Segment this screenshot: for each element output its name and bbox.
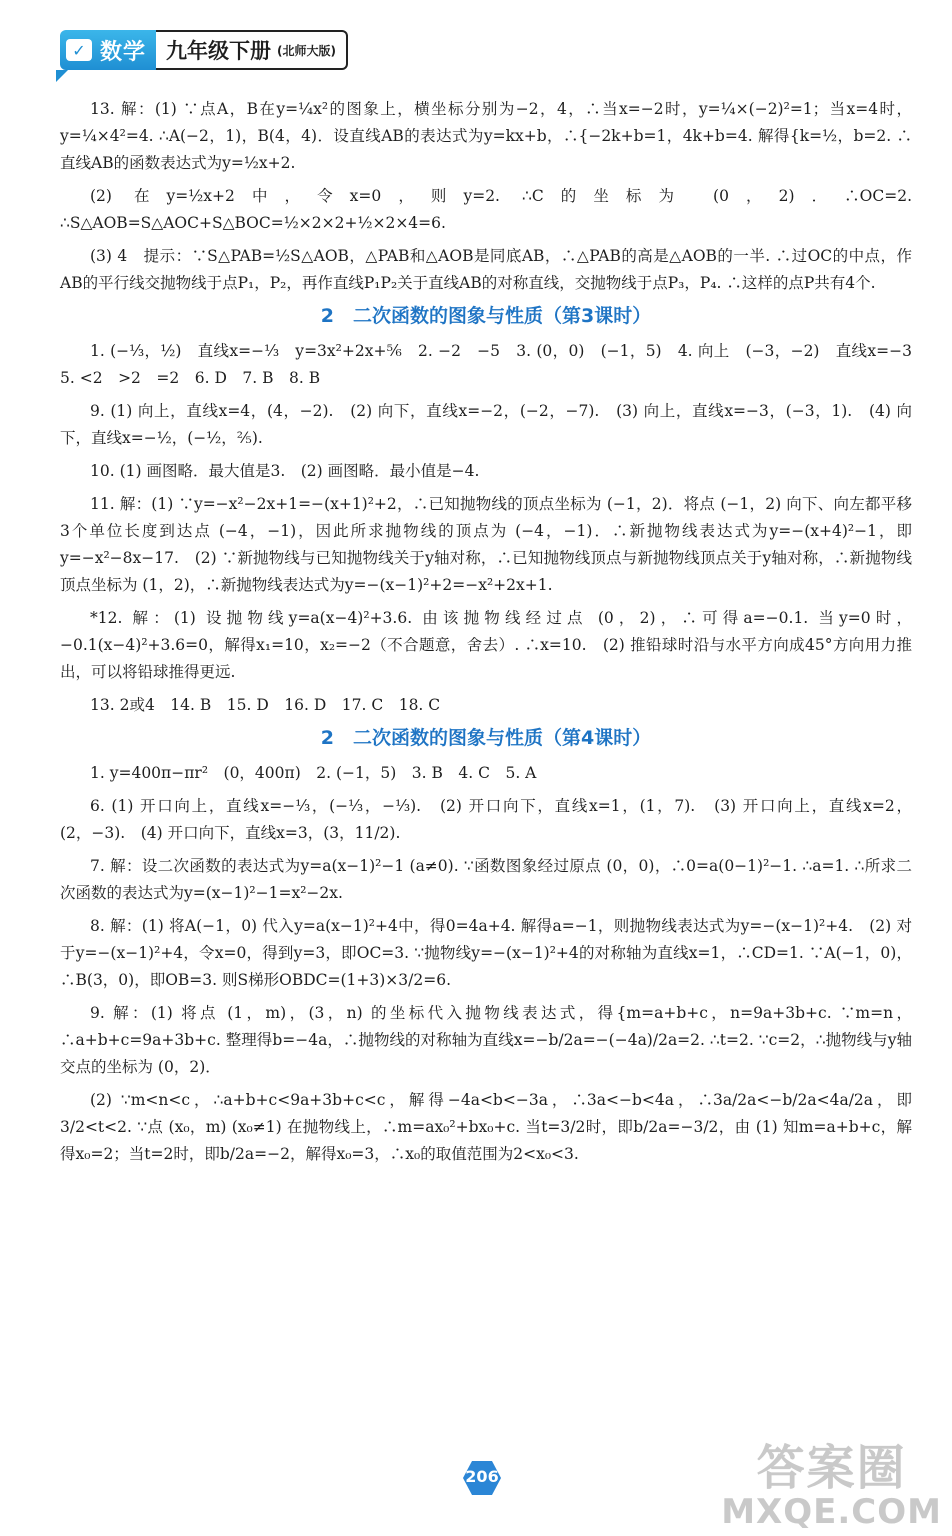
answer-paragraph: 7. 解：设二次函数的表达式为y=a(x−1)²−1 (a≠0). ∵函数图象经过原点 (0，0)，∴0=a(0−1)²−1. ∴a=1. ∴所求二次函数的表达式为y=(x−1)²−1=x²−2x.: [60, 857, 912, 902]
watermark-logo-text: 答案圈: [756, 1440, 907, 1496]
answer-content: [60, 96, 928, 1174]
answer-paragraph: (2) ∵m<n<c，∴a+b+c<9a+3b+c<c，解得−4a<b<−3a，∴3a<−b<4a，∴3a/2a<−b/2a<4a/2a，即3/2<t<2. ∵点 (x₀，m) (x₀≠1) 在抛物线上，∴m=ax₀²+bx₀+c. 当t=3/2时，即b/2a=−3/2，由 (1) 知m=a+b+c，解得x₀=2；当t=2时，即b/2a=−2，解得x₀=3，∴x₀的取值范围为2<x₀<3.: [60, 1091, 912, 1163]
answer-paragraph: 1. (−⅓，½) 直线x=−⅓ y=3x²+2x+⅚ 2. −2 −5 3. (0，0) (−1，5) 4. 向上 (−3，−2) 直线x=−3 5. <2 >2 =2 6. D 7. B 8. B: [60, 342, 928, 387]
answer-paragraph: 13. 解：(1) ∵点A，B在y=¼x²的图象上，横坐标分别为−2，4，∴当x=−2时，y=¼×(−2)²=1；当x=4时，y=¼×4²=4. ∴A(−2，1)，B(4，4)．设直线AB的表达式为y=kx+b，∴{−2k+b=1，4k+b=4. 解得{k=½，b=2. ∴直线AB的函数表达式为y=½x+2.: [60, 100, 912, 172]
section-title: 2 二次函数的图象与性质（第4课时）: [320, 727, 652, 749]
answer-paragraph: 10. (1) 画图略．最大值是3. (2) 画图略．最小值是−4.: [90, 462, 480, 480]
answer-paragraph: 9. 解：(1) 将点 (1，m)，(3，n) 的坐标代入抛物线表达式，得{m=a+b+c，n=9a+3b+c. ∵m=n，∴a+b+c=9a+3b+c. 整理得b=−4a，∴抛物线的对称轴为直线x=−b/2a=−(−4a)/2a=2. ∴t=2. ∵c=2，∴抛物线与y轴交点的坐标为 (0，2)．: [60, 1004, 912, 1076]
header-corner-decoration: [56, 70, 68, 82]
watermark-url: MXQE.COM: [721, 1492, 942, 1532]
answer-paragraph: 9. (1) 向上，直线x=4，(4，−2). (2) 向下，直线x=−2，(−2，−7). (3) 向上，直线x=−3，(−3，1). (4) 向下，直线x=−½，(−½，⅖).: [60, 402, 912, 447]
watermark: [721, 1442, 942, 1530]
subject-badge: [60, 30, 156, 70]
edition-label: (北师大版): [277, 43, 336, 58]
answer-paragraph: 1. y=400π−πr² (0，400π) 2. (−1，5) 3. B 4. C 5. A: [90, 764, 537, 782]
answer-paragraph: (3) 4 提示：∵S△PAB=½S△AOB，△PAB和△AOB是同底AB，∴△PAB的高是△AOB的一半. ∴过OC的中点，作AB的平行线交抛物线于点P₁，P₂，再作直线P₁P₂关于直线AB的对称直线，交抛物线于点P₃，P₄. ∴这样的点P共有4个.: [60, 247, 912, 292]
page-number: 206: [465, 1467, 499, 1486]
book-title: 九年级下册: [166, 38, 272, 63]
page-number-badge: [462, 1460, 502, 1496]
answer-paragraph: 8. 解：(1) 将A(−1，0) 代入y=a(x−1)²+4中，得0=4a+4. 解得a=−1，则抛物线表达式为y=−(x−1)²+4. (2) 对于y=−(x−1)²+4，令x=0，得到y=3，即OC=3. ∵抛物线y=−(x−1)²+4的对称轴为直线x=1，∴CD=1. ∵A(−1，0)，∴B(3，0)，即OB=3. 则S梯形OBDC=(1+3)×3/2=6.: [60, 917, 912, 989]
answer-paragraph: 11. 解：(1) ∵y=−x²−2x+1=−(x+1)²+2，∴已知抛物线的顶点坐标为 (−1，2)．将点 (−1，2) 向下、向左都平移3个单位长度到达点 (−4，−1)，因此所求抛物线的顶点为 (−4，−1)．∴新抛物线表达式为y=−(x+4)²−1，即y=−x²−8x−17. (2) ∵新抛物线与已知抛物线关于y轴对称，∴已知抛物线顶点与新抛物线顶点关于y轴对称，∴新抛物线顶点坐标为 (1，2)，∴新抛物线表达式为y=−(x−1)²+2=−x²+2x+1.: [60, 495, 912, 594]
answer-paragraph: *12. 解：(1) 设抛物线y=a(x−4)²+3.6. 由该抛物线经过点 (0，2)，∴可得a=−0.1. 当y=0时，−0.1(x−4)²+3.6=0，解得x₁=10，x₂=−2（不合题意，舍去）. ∴x=10. (2) 推铅球时沿与水平方向成45°方向用力推出，可以将铅球推得更远.: [60, 609, 912, 681]
subject-label: 数学: [100, 39, 147, 65]
answer-paragraph: (2) 在y=½x+2中，令x=0，则y=2. ∴C的坐标为 (0，2)．∴OC=2. ∴S△AOB=S△AOC+S△BOC=½×2×2+½×2×4=6.: [60, 187, 912, 232]
answer-paragraph: 6. (1) 开口向上，直线x=−⅓，(−⅓，−⅓). (2) 开口向下，直线x=1，(1，7). (3) 开口向上，直线x=2，(2，−3). (4) 开口向下，直线x=3，(3，11/2).: [60, 797, 912, 842]
book-icon: ✓: [66, 39, 92, 61]
page-header: [60, 30, 348, 70]
answer-paragraph: 13. 2或4 14. B 15. D 16. D 17. C 18. C: [90, 696, 441, 714]
book-title-box: [156, 30, 348, 70]
section-title: 2 二次函数的图象与性质（第3课时）: [320, 305, 652, 327]
